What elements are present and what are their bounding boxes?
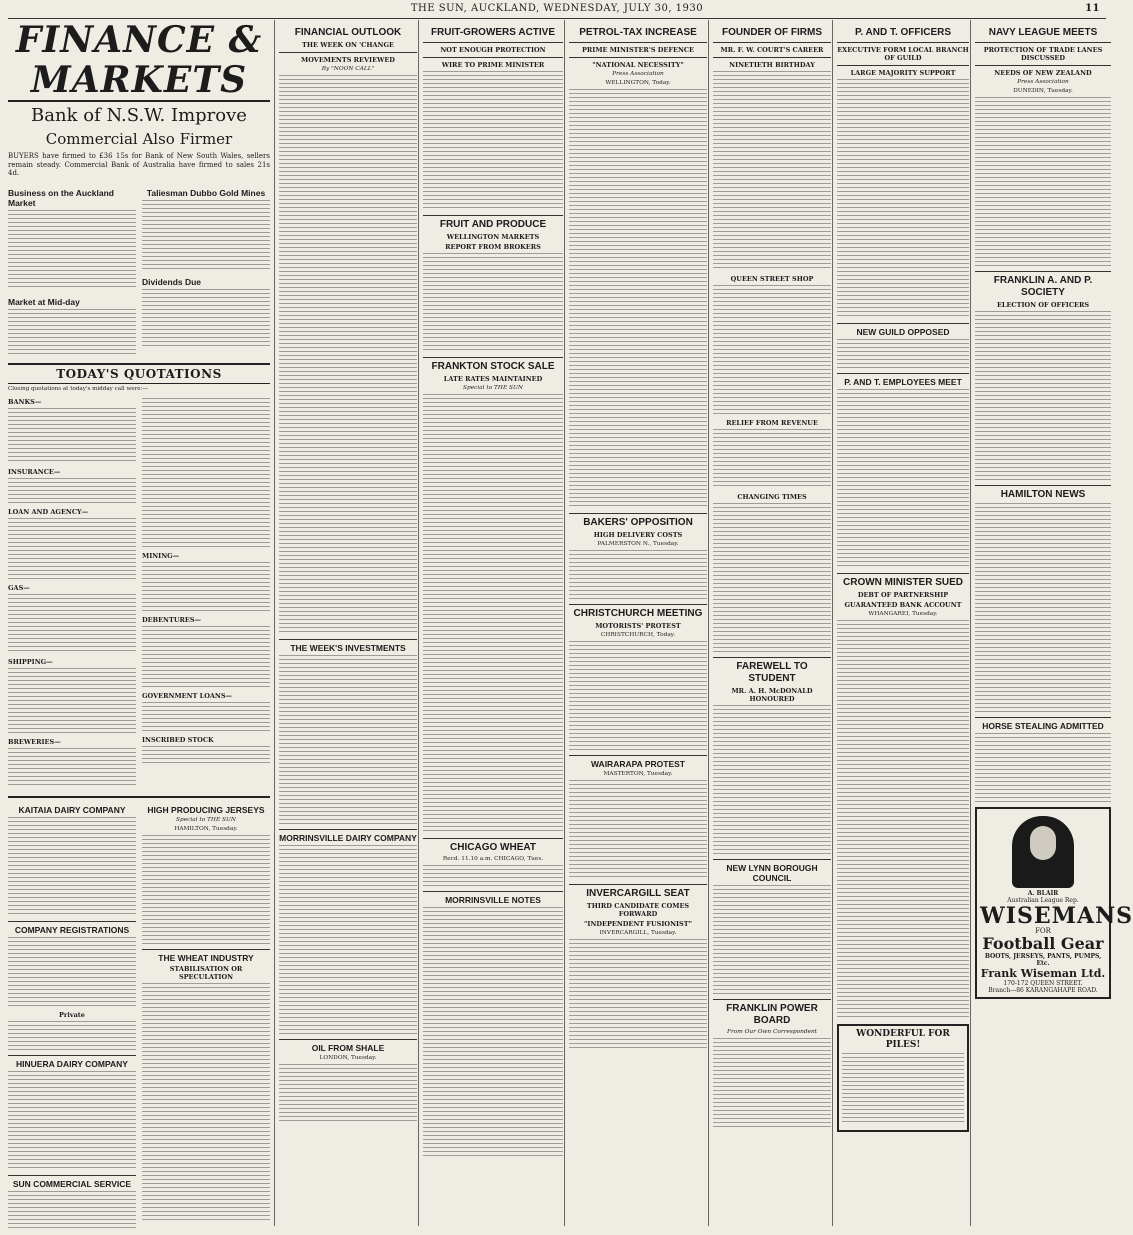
masthead-title: THE SUN, AUCKLAND, WEDNESDAY, JULY 30, 1930 <box>410 3 704 14</box>
wairarapa-text <box>569 780 707 880</box>
crown-text <box>837 620 969 1020</box>
auckland-market-text <box>8 210 136 290</box>
insurance-table <box>8 478 136 504</box>
farewell-head: FAREWELL TO STUDENT <box>713 657 831 685</box>
outlook-section <box>274 20 417 1226</box>
masthead <box>8 0 1106 19</box>
navy-sub2: NEEDS OF NEW ZEALAND <box>994 69 1092 77</box>
jerseys-head: HIGH PRODUCING JERSEYS <box>147 804 265 815</box>
petrol-head: PETROL-TAX INCREASE <box>579 27 697 38</box>
outlook-text <box>279 75 417 635</box>
wairarapa-head: WAIRARAPA PROTEST <box>569 755 707 769</box>
taliesman-head: Taliesman Dubbo Gold Mines <box>146 187 266 198</box>
franklin-ap-text <box>975 311 1111 481</box>
ad-caption: A. BLAIR <box>1027 890 1059 897</box>
invercargill-text <box>569 939 707 1049</box>
brewers-head: BREWERIES— <box>8 737 61 746</box>
bakers-text <box>569 550 707 600</box>
navy-head: NAVY LEAGUE MEETS <box>988 27 1098 38</box>
produce-sub2: REPORT FROM BROKERS <box>445 243 541 251</box>
invercargill-date: INVERCARGILL, Tuesday. <box>599 930 677 936</box>
lynn-text <box>713 885 831 995</box>
finance-intro: BUYERS have firmed to £36 15s for Bank of New South Wales, sellers remain steady. Commercial Bank of Australia have firmed to sales 21s 4d. <box>8 152 270 177</box>
bakers-sub: HIGH DELIVERY COSTS <box>593 531 683 539</box>
fruit-section <box>418 20 563 1226</box>
crown-head: CROWN MINISTER SUED <box>837 573 969 589</box>
mining-table <box>142 562 270 612</box>
ad-company: Frank Wiseman Ltd. <box>980 967 1106 980</box>
industrials-table <box>142 398 270 548</box>
navy-credit: Press Association <box>1017 79 1069 85</box>
outlook-reviewed: MOVEMENTS REVIEWED <box>301 56 395 64</box>
ad-brand: WISEMANS <box>980 903 1133 929</box>
franklin-power-credit: From Our Own Correspondent <box>726 1029 818 1035</box>
founder-birthday: NINETIETH BIRTHDAY <box>729 61 815 69</box>
wisemans-ad <box>975 807 1133 999</box>
officers-sub2: LARGE MAJORITY SUPPORT <box>850 69 956 77</box>
auckland-market-head: Business on the Auckland Market <box>8 187 114 208</box>
chicago-wheat-head: CHICAGO WHEAT <box>423 838 563 854</box>
relief-head: RELIEF FROM REVENUE <box>726 419 818 427</box>
founder-section <box>708 20 831 1226</box>
morrinsville-dairy-text <box>279 845 417 1035</box>
crown-sub2: GUARANTEED BANK ACCOUNT <box>844 601 962 609</box>
ad-branch: Branch—86 KARANGAHAPE ROAD. <box>988 987 1098 994</box>
outlook-byline: By "NOON CALL" <box>321 66 375 72</box>
fruit-sub2: WIRE TO PRIME MINISTER <box>441 61 545 69</box>
finance-section <box>8 20 270 1226</box>
hinuera-head: HINUERA DAIRY COMPANY <box>8 1055 136 1069</box>
hamilton-text <box>975 503 1111 713</box>
crown-date: WHANGAREI, Tuesday. <box>868 611 938 617</box>
franklin-ap-head: FRANKLIN A. AND P. SOCIETY <box>975 271 1111 299</box>
produce-head: FRUIT AND PRODUCE <box>423 215 563 231</box>
queen-street-text <box>713 285 831 415</box>
horse-text <box>975 733 1111 803</box>
bakers-head: BAKERS' OPPOSITION <box>569 513 707 529</box>
frankton-text <box>423 394 563 834</box>
frankton-sub: LATE RATES MAINTAINED <box>443 375 543 383</box>
piles-text <box>842 1053 964 1123</box>
private-head: Private <box>59 1010 85 1019</box>
finance-head-commercial: Commercial Also Firmer <box>45 130 233 148</box>
farewell-text <box>713 705 831 855</box>
jerseys-text <box>142 835 270 945</box>
investments-table <box>279 655 417 825</box>
quotations-note: Closing quotations at today's midday call were:— <box>8 385 148 392</box>
wheat-industry-sub: STABILISATION OR SPECULATION <box>169 964 243 981</box>
christchurch-date: CHRISTCHURCH, Today. <box>600 632 676 638</box>
fruit-sub1: NOT ENOUGH PROTECTION <box>440 46 546 54</box>
finance-head-bank: Bank of N.S.W. Improve <box>31 105 247 126</box>
debentures-head: DEBENTURES— <box>142 615 202 624</box>
christchurch-sub: MOTORISTS' PROTEST <box>595 622 681 630</box>
petrol-credit: Press Association <box>612 71 664 77</box>
govt-loans-head: GOVERNMENT LOANS— <box>142 691 233 700</box>
inscribed-table <box>142 746 270 764</box>
banks-head: BANKS— <box>8 397 42 406</box>
founder-sub: MR. F. W. COURT'S CAREER <box>720 46 824 54</box>
ad-for: FOR <box>1035 927 1051 935</box>
crown-sub: DEBT OF PARTNERSHIP <box>857 591 949 599</box>
petrol-section <box>564 20 707 1226</box>
shale-text <box>279 1064 417 1124</box>
employees-head: P. AND T. EMPLOYEES MEET <box>837 373 969 387</box>
navy-text <box>975 97 1111 267</box>
gas-head: GAS— <box>8 583 30 592</box>
chicago-wheat-body: Recd. 11.10 a.m. CHICAGO, Tues. <box>442 856 544 862</box>
brewers-table <box>8 748 136 788</box>
jerseys-credit: Special to THE SUN <box>176 816 236 823</box>
relief-text <box>713 429 831 489</box>
lynn-head: NEW LYNN BOROUGH COUNCIL <box>713 859 831 883</box>
page-number: 11 <box>1085 3 1100 14</box>
dividends-head: Dividends Due <box>142 276 202 287</box>
finance-title: FINANCE & MARKETS <box>8 20 270 102</box>
jerseys-dateline: HAMILTON, Tuesday. <box>174 825 238 832</box>
invercargill-head: INVERCARGILL SEAT <box>569 884 707 900</box>
govt-loans-table <box>142 702 270 732</box>
shipping-table <box>8 668 136 734</box>
navy-dateline: DUNEDIN, Tuesday. <box>1013 88 1073 94</box>
outlook-sub: THE WEEK ON 'CHANGE <box>302 41 394 49</box>
taliesman-text <box>142 200 270 270</box>
sun-service-text <box>8 1191 136 1231</box>
guild-opposed-text <box>837 339 969 369</box>
petrol-quote: "NATIONAL NECESSITY" <box>592 61 684 69</box>
changing-head: CHANGING TIMES <box>737 493 807 501</box>
private-text <box>8 1021 136 1051</box>
registrations-text <box>8 937 136 1007</box>
frankton-head: FRANKTON STOCK SALE <box>423 357 563 373</box>
petrol-dateline: WELLINGTON, Today. <box>605 80 671 86</box>
navy-sub1: PROTECTION OF TRADE LANES DISCUSSED <box>983 46 1103 62</box>
chicago-wheat-text <box>423 865 563 887</box>
navy-section <box>970 20 1133 1226</box>
shale-head: OIL FROM SHALE <box>279 1039 417 1053</box>
midday-head: Market at Mid-day <box>8 296 80 307</box>
bakers-date: PALMERSTON N., Tuesday. <box>597 541 679 547</box>
gas-table <box>8 594 136 654</box>
loan-table <box>8 518 136 580</box>
founder-head: FOUNDER OF FIRMS <box>722 27 822 38</box>
farewell-sub: MR. A. H. McDONALD HONOURED <box>731 687 813 703</box>
officers-sub1: EXECUTIVE FORM LOCAL BRANCH OF GUILD <box>837 46 969 62</box>
changing-text <box>713 503 831 653</box>
produce-sub1: WELLINGTON MARKETS <box>446 233 540 241</box>
loan-head: LOAN AND AGENCY— <box>8 507 89 516</box>
queen-street-head: QUEEN STREET SHOP <box>730 275 814 283</box>
shipping-head: SHIPPING— <box>8 657 53 666</box>
dividends-text <box>142 289 270 349</box>
quotations-title: TODAY'S QUOTATIONS <box>8 363 270 384</box>
player-portrait <box>1012 816 1074 888</box>
wairarapa-date: MASTERTON, Tuesday. <box>603 771 673 777</box>
invercargill-sub2: "INDEPENDENT FUSIONIST" <box>584 920 692 928</box>
investments-head: THE WEEK'S INVESTMENTS <box>279 639 417 653</box>
fruit-text <box>423 71 563 211</box>
officers-text <box>837 79 969 319</box>
insurance-head: INSURANCE— <box>8 467 61 476</box>
petrol-text <box>569 89 707 509</box>
registrations-head: COMPANY REGISTRATIONS <box>8 921 136 935</box>
debentures-table <box>142 626 270 688</box>
guild-opposed-head: NEW GUILD OPPOSED <box>837 323 969 337</box>
officers-section <box>832 20 969 1226</box>
piles-head: WONDERFUL FOR PILES! <box>856 1029 950 1050</box>
piles-ad <box>837 1024 969 1132</box>
invercargill-sub1: THIRD CANDIDATE COMES FORWARD <box>586 902 690 918</box>
hamilton-head: HAMILTON NEWS <box>975 485 1111 501</box>
ad-caption2: Australian League Rep. <box>1007 897 1079 904</box>
franklin-power-text <box>713 1038 831 1128</box>
frankton-credit: Special to THE SUN <box>463 385 523 391</box>
christchurch-head: CHRISTCHURCH MEETING <box>569 604 707 620</box>
wheat-industry-head: THE WHEAT INDUSTRY <box>142 949 270 963</box>
mining-head: MINING— <box>142 551 180 560</box>
franklin-power-head: FRANKLIN POWER BOARD <box>713 999 831 1027</box>
inscribed-head: INSCRIBED STOCK <box>142 735 214 744</box>
outlook-head: FINANCIAL OUTLOOK <box>294 27 402 38</box>
officers-head: P. AND T. OFFICERS <box>854 27 952 38</box>
midday-text <box>8 309 136 355</box>
hinuera-text <box>8 1071 136 1171</box>
ad-items: BOOTS, JERSEYS, PANTS, PUMPS, Etc. <box>984 953 1102 967</box>
morrinsville-dairy-head: MORRINSVILLE DAIRY COMPANY <box>279 829 417 843</box>
banks-table <box>8 408 136 464</box>
fruit-head: FRUIT-GROWERS ACTIVE <box>430 27 556 38</box>
morrinsville-notes-text <box>423 907 563 1157</box>
ad-address: 170-172 QUEEN STREET. <box>1003 980 1083 987</box>
petrol-sub: PRIME MINISTER'S DEFENCE <box>581 46 695 54</box>
sun-service-head: SUN COMMERCIAL SERVICE <box>8 1175 136 1189</box>
christchurch-text <box>569 641 707 751</box>
ad-product: Football Gear <box>982 934 1104 953</box>
shale-date: LONDON, Tuesday. <box>319 1055 377 1061</box>
wheat-industry-text <box>142 983 270 1223</box>
kaitaia-head: KAITAIA DAIRY COMPANY <box>18 804 126 815</box>
founder-text <box>713 71 831 271</box>
employees-text <box>837 389 969 569</box>
morrinsville-notes-head: MORRINSVILLE NOTES <box>423 891 563 905</box>
kaitaia-text <box>8 817 136 917</box>
produce-text <box>423 253 563 353</box>
horse-head: HORSE STEALING ADMITTED <box>975 717 1111 731</box>
franklin-ap-sub: ELECTION OF OFFICERS <box>996 301 1090 309</box>
